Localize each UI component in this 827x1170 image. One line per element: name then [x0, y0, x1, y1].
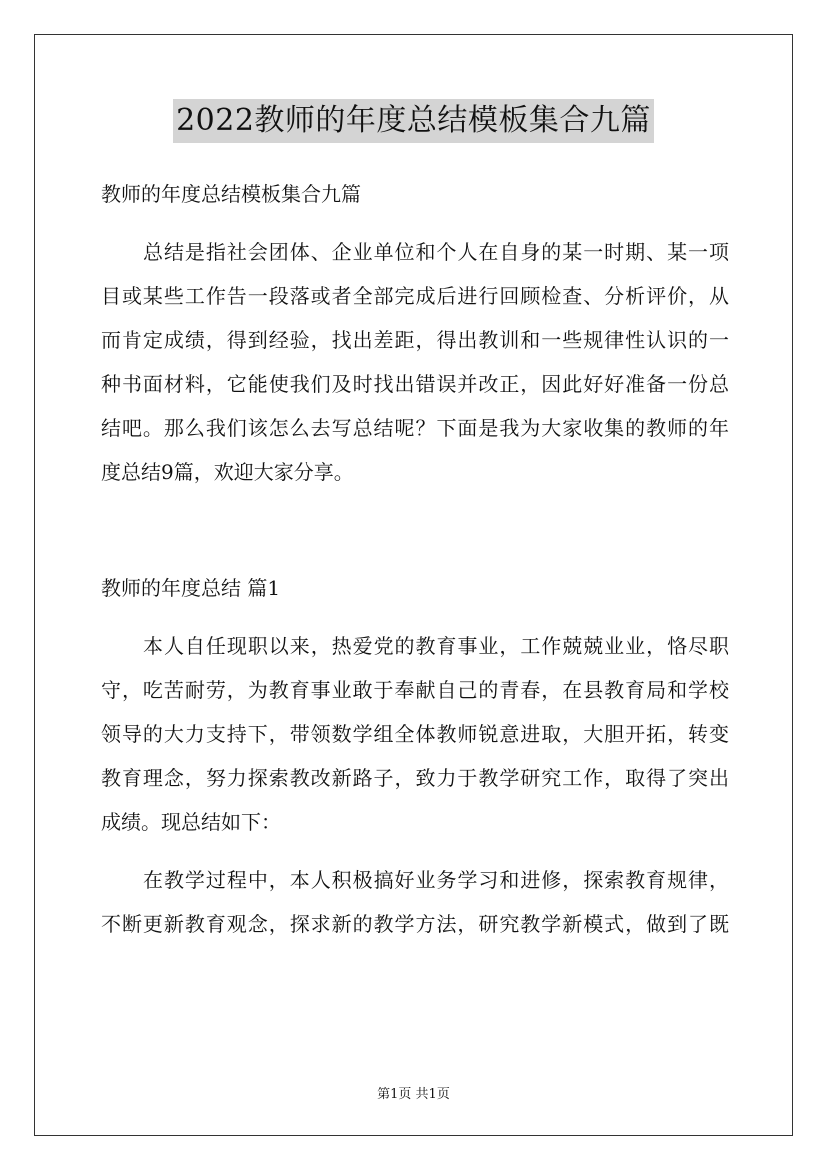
document-title: 2022教师的年度总结模板集合九篇	[173, 99, 654, 143]
intro-line: 种书面材料，它能使我们及时找出错误并改正，因此好好准备一份总	[101, 372, 729, 396]
page-footer: 第1页 共1页	[377, 1087, 450, 1102]
para1-line: 教育理念，努力探索教改新路子，致力于教学研究工作，取得了突出	[101, 766, 729, 790]
spacer	[101, 216, 729, 230]
intro-line: 结吧。那么我们该怎么去写总结呢？下面是我为大家收集的教师的年	[101, 416, 729, 440]
subtitle: 教师的年度总结模板集合九篇	[101, 182, 361, 206]
para2-line: 在教学过程中，本人积极搞好业务学习和进修，探索教育规律，	[143, 868, 729, 892]
para1-line: 守，吃苦耐劳，为教育事业敢于奉献自己的青春，在县教育局和学校	[101, 678, 729, 702]
document-body	[101, 172, 729, 946]
para1-line: 成绩。现总结如下：	[101, 810, 281, 834]
para2-line: 不断更新教育观念，探求新的教学方法，研究教学新模式，做到了既	[101, 912, 729, 936]
intro-line: 目或某些工作告一段落或者全部完成后进行回顾检查、分析评价，从	[101, 284, 729, 308]
intro-line: 总结是指社会团体、企业单位和个人在自身的某一时期、某一项	[143, 240, 729, 264]
intro-line: 而肯定成绩，得到经验，找出差距，得出教训和一些规律性认识的一	[101, 328, 729, 352]
section-heading: 教师的年度总结 篇1	[101, 576, 281, 600]
spacer	[101, 610, 729, 624]
spacer	[101, 494, 729, 566]
title-container	[0, 99, 827, 143]
intro-line: 度总结9篇，欢迎大家分享。	[101, 460, 354, 484]
para1-line: 本人自任现职以来，热爱党的教育事业，工作兢兢业业，恪尽职	[143, 634, 729, 658]
spacer	[101, 844, 729, 858]
para1-line: 领导的大力支持下，带领数学组全体教师锐意进取，大胆开拓，转变	[101, 722, 729, 746]
